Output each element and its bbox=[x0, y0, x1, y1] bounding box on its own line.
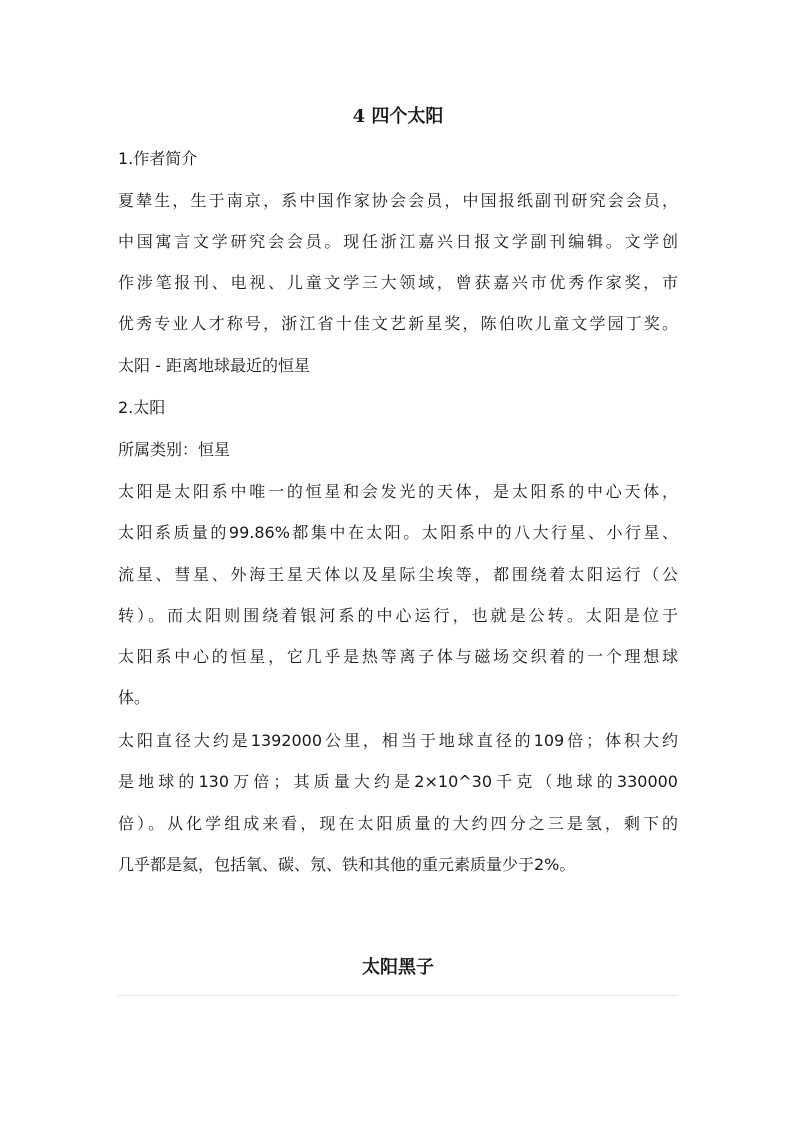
sun-para1-line: 太阳是太阳系中唯一的恒星和会发光的天体，是太阳系的中心天体， bbox=[118, 482, 678, 501]
sun-para1-line: 流星、彗星、外海王星天体以及星际尘埃等，都围绕着太阳运行（公 bbox=[118, 565, 678, 584]
sun-para1-line: 太阳系中心的恒星，它几乎是热等离子体与磁场交织着的一个理想球 bbox=[118, 647, 678, 666]
sun-para2-line: 太阳直径大约是1392000公里，相当于地球直径的109倍；体积大约 bbox=[118, 731, 678, 750]
sun-para1-line: 转）。而太阳则围绕着银河系的中心运行，也就是公转。太阳是位于 bbox=[118, 606, 678, 625]
sun-heading: 2.太阳 bbox=[118, 398, 166, 417]
author-line: 夏辇生，生于南京，系中国作家协会会员，中国报纸副刊研究会会员， bbox=[118, 191, 678, 210]
sun-para2-line: 倍）。从化学组成来看，现在太阳质量的大约四分之三是氢，剩下的 bbox=[118, 814, 678, 833]
sun-para1-line: 体。 bbox=[118, 688, 151, 707]
sun-subtitle: 太阳 - 距离地球最近的恒星 bbox=[118, 356, 310, 375]
author-heading: 1.作者简介 bbox=[118, 149, 198, 168]
author-line: 中国寓言文学研究会会员。现任浙江嘉兴日报文学副刊编辑。文学创 bbox=[118, 232, 678, 251]
author-line: 作涉笔报刊、电视、儿童文学三大领域，曾获嘉兴市优秀作家奖，市 bbox=[118, 273, 678, 292]
sunspot-title: 太阳黑子 bbox=[362, 957, 434, 978]
sun-para1-line: 太阳系质量的99.86%都集中在太阳。太阳系中的八大行星、小行星、 bbox=[118, 523, 678, 542]
page-title: 4 四个太阳 bbox=[352, 106, 444, 127]
author-line: 优秀专业人才称号，浙江省十佳文艺新星奖，陈伯吹儿童文学园丁奖。 bbox=[118, 314, 678, 333]
sun-para2-line: 是地球的130万倍；其质量大约是2×10^30千克（地球的330000 bbox=[118, 772, 678, 791]
section-divider bbox=[118, 995, 678, 996]
category-line: 所属类别：恒星 bbox=[118, 440, 231, 459]
sun-para2-line: 几乎都是氦，包括氧、碳、氖、铁和其他的重元素质量少于2%。 bbox=[118, 855, 576, 874]
